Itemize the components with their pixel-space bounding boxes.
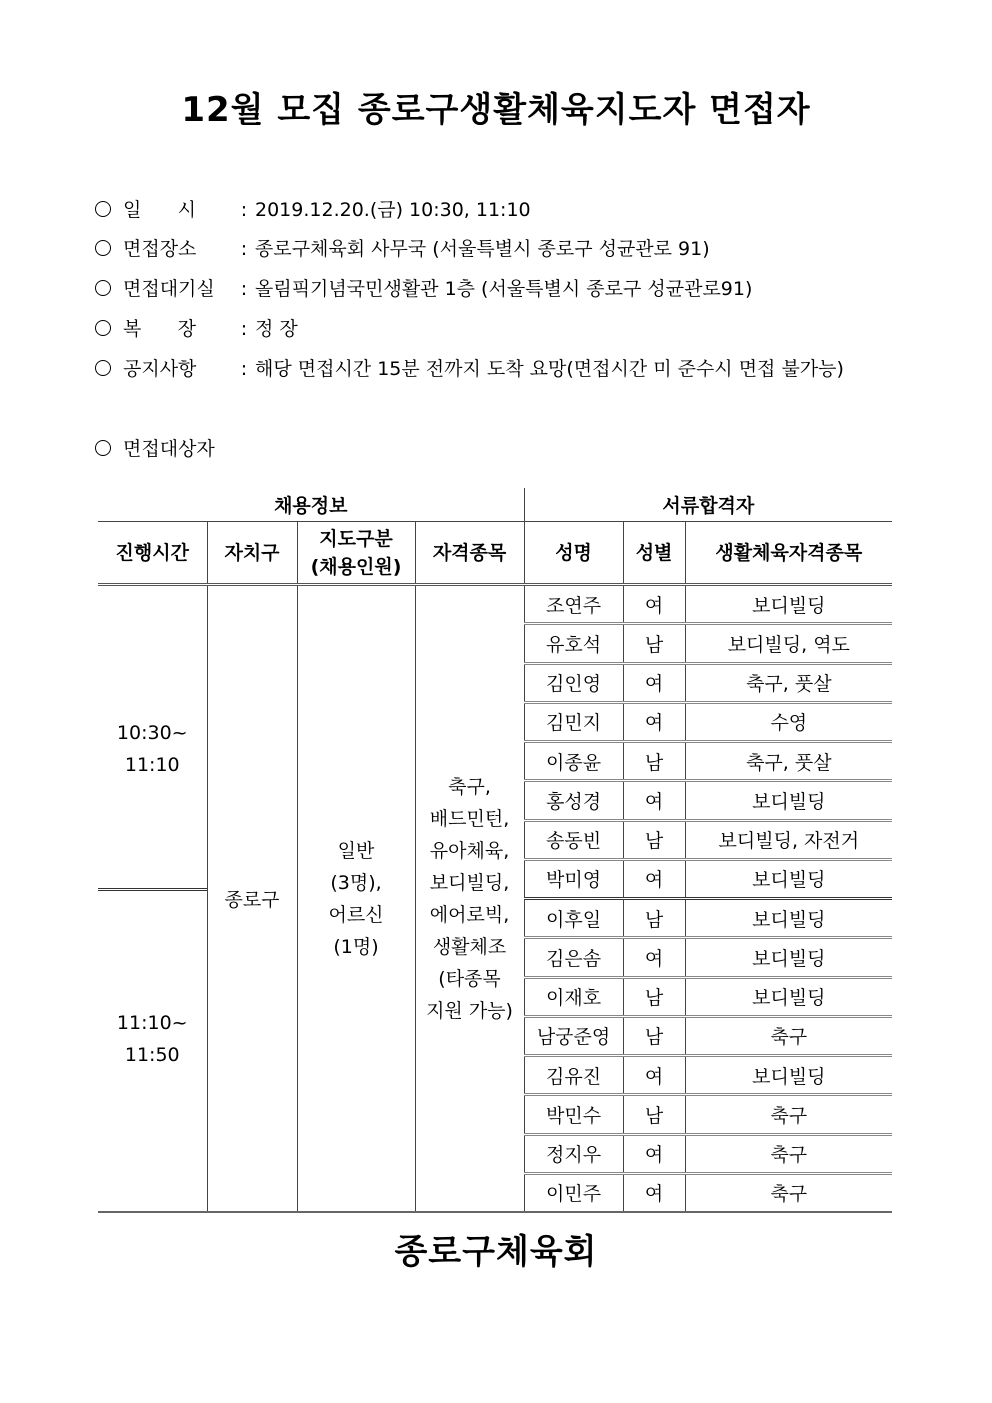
group-header-hiring-info: 채용정보: [274, 495, 348, 517]
info-notice: 공지사항 : 해당 면접시간 15분 전까지 도착 요망(면접시간 미 준수시 면접 불가능): [95, 354, 844, 384]
applicant-gender: 남: [623, 1095, 685, 1134]
applicant-gender: 여: [623, 1173, 685, 1212]
applicant-name: 김인영: [524, 663, 623, 702]
applicant-gender: 여: [623, 781, 685, 820]
applicant-name: 이민주: [524, 1173, 623, 1212]
applicant-name: 정지우: [524, 1134, 623, 1173]
applicant-cert: 축구: [685, 1016, 892, 1055]
session-end: 11:50: [124, 1043, 180, 1066]
info-datetime: 일 시 : 2019.12.20.(금) 10:30, 11:10: [95, 195, 531, 225]
applicant-cert: 보디빌딩: [685, 1056, 892, 1095]
targets-heading-text: 면접대상자: [123, 438, 215, 460]
session-1: [98, 717, 207, 781]
interviewee-table: [98, 488, 892, 1213]
applicant-cert: 축구: [685, 1095, 892, 1134]
col-header-cert: 생활체육자격종목: [685, 522, 892, 585]
targets-heading: [95, 434, 215, 464]
applicant-gender: 여: [623, 938, 685, 977]
applicant-name: 박민수: [524, 1095, 623, 1134]
applicant-cert: 보디빌딩: [685, 859, 892, 898]
applicant-name: 박미영: [524, 859, 623, 898]
applicant-cert: 보디빌딩: [685, 781, 892, 820]
col-header-guidance: 지도구분 (채용인원): [297, 522, 415, 585]
applicant-name: 김유진: [524, 1056, 623, 1095]
applicant-cert: 축구: [685, 1134, 892, 1173]
col-header-gender: 성별: [623, 522, 685, 585]
group-header-passed-applicants: 서류합격자: [524, 488, 892, 522]
col-header-qualification: 자격종목: [415, 522, 524, 585]
applicant-gender: 여: [623, 702, 685, 741]
applicant-cert: 보디빌딩: [685, 977, 892, 1016]
info-value: 해당 면접시간 15분 전까지 도착 요망(면접시간 미 준수시 면접 불가능): [255, 358, 844, 380]
applicant-cert: 보디빌딩, 자전거: [685, 820, 892, 859]
footer-organization: 종로구체육회: [394, 1232, 598, 1272]
applicant-name: 이후일: [524, 899, 623, 938]
applicant-name: 이재호: [524, 977, 623, 1016]
applicant-name: 홍성경: [524, 781, 623, 820]
circle-bullet-icon: [95, 201, 111, 217]
info-label: 복 장: [123, 318, 196, 340]
applicant-name: 김은솜: [524, 938, 623, 977]
circle-bullet-icon: [95, 280, 111, 296]
applicant-gender: 남: [623, 742, 685, 781]
session-start: 10:30~: [116, 721, 188, 744]
applicant-gender: 남: [623, 977, 685, 1016]
info-label: 면접대기실: [123, 278, 215, 300]
session-end: 11:10: [124, 753, 180, 776]
applicant-gender: 여: [623, 585, 685, 624]
applicant-name: 김민지: [524, 702, 623, 741]
info-value: 올림픽기념국민생활관 1층 (서울특별시 종로구 성균관로91): [255, 278, 753, 300]
applicant-name: 이종윤: [524, 742, 623, 781]
applicant-name: 남궁준영: [524, 1016, 623, 1055]
circle-bullet-icon: [95, 320, 111, 336]
session-time-cell: [98, 585, 207, 1213]
session-divider: [98, 888, 207, 891]
info-waiting-room: 면접대기실 : 올림픽기념국민생활관 1층 (서울특별시 종로구 성균관로91): [95, 274, 752, 304]
applicant-cert: 축구: [685, 1173, 892, 1212]
applicant-gender: 여: [623, 1134, 685, 1173]
applicant-gender: 남: [623, 820, 685, 859]
applicant-name: 조연주: [524, 585, 623, 624]
district-cell: 종로구: [207, 585, 297, 1213]
session-2: [98, 1007, 207, 1071]
info-value: 종로구체육회 사무국 (서울특별시 종로구 성균관로 91): [255, 238, 710, 260]
applicant-gender: 남: [623, 1016, 685, 1055]
circle-bullet-icon: [95, 360, 111, 376]
applicant-cert: 수영: [685, 702, 892, 741]
info-value: 정 장: [255, 318, 298, 340]
applicant-gender: 남: [623, 624, 685, 663]
info-location: 면접장소 : 종로구체육회 사무국 (서울특별시 종로구 성균관로 91): [95, 234, 710, 264]
info-label: 일 시: [123, 199, 196, 221]
info-value: 2019.12.20.(금) 10:30, 11:10: [255, 199, 531, 221]
col-header-time: 진행시간: [98, 522, 207, 585]
applicant-name: 송동빈: [524, 820, 623, 859]
col-header-name: 성명: [524, 522, 623, 585]
applicant-cert: 보디빌딩, 역도: [685, 624, 892, 663]
applicant-gender: 남: [623, 899, 685, 938]
applicant-cert: 보디빌딩: [685, 938, 892, 977]
applicant-cert: 보디빌딩: [685, 585, 892, 624]
info-label: 면접장소: [123, 238, 197, 260]
applicant-gender: 여: [623, 859, 685, 898]
col-header-district: 자치구: [207, 522, 297, 585]
applicant-gender: 여: [623, 663, 685, 702]
circle-bullet-icon: [95, 240, 111, 256]
session-start: 11:10~: [116, 1011, 188, 1034]
qualification-cell: 축구, 배드민턴, 유아체육, 보디빌딩, 에어로빅, 생활체조 (타종목 지원 가능): [415, 585, 524, 1213]
applicant-cert: 축구, 풋살: [685, 663, 892, 702]
applicant-gender: 여: [623, 1056, 685, 1095]
guidance-type-cell: 일반 (3명), 어르신 (1명): [297, 585, 415, 1213]
info-dress-code: 복 장 : 정 장: [95, 314, 298, 344]
applicant-cert: 보디빌딩: [685, 899, 892, 938]
info-label: 공지사항: [123, 358, 197, 380]
page-title: 12월 모집 종로구생활체육지도자 면접자: [181, 90, 811, 130]
applicant-name: 유호석: [524, 624, 623, 663]
applicant-cert: 축구, 풋살: [685, 742, 892, 781]
circle-bullet-icon: [95, 440, 111, 456]
